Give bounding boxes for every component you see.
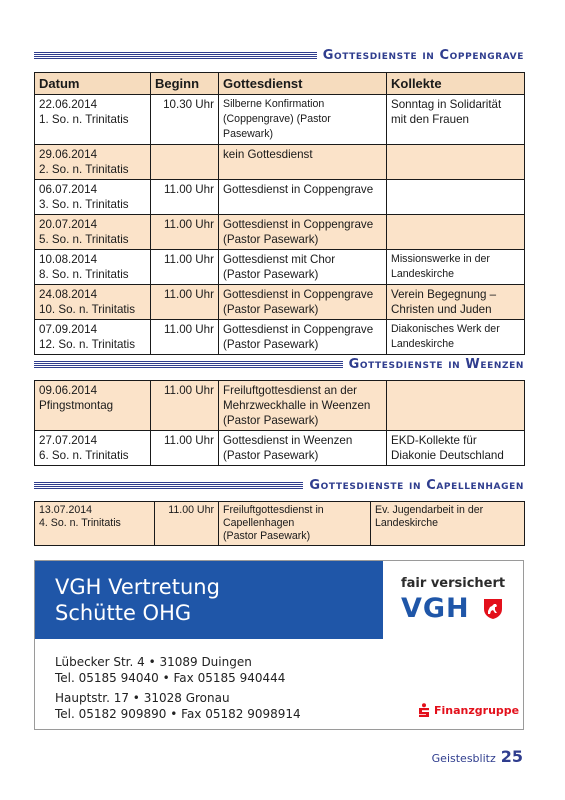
date-cell: 29.06.2014 2. So. n. Trinitatis: [35, 145, 151, 180]
horse-shield-icon: [483, 598, 503, 620]
table-row: [35, 502, 525, 546]
begin-cell: 11.00 Uhr: [151, 320, 219, 355]
begin-cell: 11.00 Uhr: [151, 431, 219, 466]
weenzen-table: [34, 380, 525, 466]
service-cell: Gottesdienst mit Chor (Pastor Pasewark): [219, 250, 387, 285]
ad-phone-duingen: Tel. 05185 94040 • Fax 05185 940444: [55, 671, 286, 685]
table-row: [35, 431, 525, 466]
collection-cell: [387, 180, 525, 215]
table-row: [35, 180, 525, 215]
date-cell: 24.08.2014 10. So. n. Trinitatis: [35, 285, 151, 320]
ad-company-name-line2: Schütte OHG: [55, 601, 192, 625]
section-title: Gottesdienste in Weenzen: [348, 356, 524, 372]
finanzgruppe-label: Finanzgruppe: [434, 703, 520, 717]
service-cell: Gottesdienst in Coppengrave (Pastor Pasewark): [219, 320, 387, 355]
begin-cell: 11.00 Uhr: [151, 180, 219, 215]
table-row: [35, 215, 525, 250]
coppengrave-table: [34, 72, 525, 355]
service-cell: Gottesdienst in Coppengrave (Pastor Pasewark): [219, 285, 387, 320]
service-cell: Freiluftgottesdienst an der Mehrzweckhalle in Weenzen (Pastor Pasewark): [219, 381, 387, 431]
ad-address-gronau: Hauptstr. 17 • 31028 Gronau: [55, 691, 230, 705]
capellenhagen-table: [34, 501, 525, 546]
table-row: [35, 381, 525, 431]
service-cell: Silberne Konfirmation (Coppengrave) (Pastor Pasewark): [219, 95, 387, 145]
collection-cell: [387, 381, 525, 431]
collection-cell: Sonntag in Solidarität mit den Frauen: [387, 95, 525, 145]
date-cell: 06.07.2014 3. So. n. Trinitatis: [35, 180, 151, 215]
header-kollekte: Kollekte: [387, 73, 525, 95]
page-footer: [432, 747, 523, 766]
date-cell: 13.07.2014 4. So. n. Trinitatis: [35, 502, 155, 546]
ad-phone-gronau: Tel. 05182 909890 • Fax 05182 9098914: [55, 707, 301, 721]
date-cell: 09.06.2014 Pfingstmontag: [35, 381, 151, 431]
collection-cell: [387, 145, 525, 180]
section-heading-coppengrave: [34, 44, 524, 66]
table-row: [35, 95, 525, 145]
sparkasse-icon: [418, 703, 430, 717]
table-row: [35, 145, 525, 180]
service-cell: Freiluftgottesdienst in Capellenhagen (Pastor Pasewark): [219, 502, 371, 546]
table-row: [35, 250, 525, 285]
service-cell: Gottesdienst in Coppengrave: [219, 180, 387, 215]
table-row: [35, 320, 525, 355]
vgh-logo-text: VGH: [401, 593, 470, 624]
collection-cell: Verein Begegnung – Christen und Juden: [387, 285, 525, 320]
collection-cell: EKD-Kollekte für Diakonie Deutschland: [387, 431, 525, 466]
service-cell: kein Gottesdienst: [219, 145, 387, 180]
section-title: Gottesdienste in Capellenhagen: [309, 477, 524, 493]
begin-cell: 11.00 Uhr: [151, 381, 219, 431]
begin-cell: 11.00 Uhr: [151, 250, 219, 285]
table-header-row: [35, 73, 525, 95]
ad-banner: [35, 561, 383, 639]
page-number: 25: [500, 747, 523, 766]
header-datum: Datum: [35, 73, 151, 95]
finanzgruppe-logo: [418, 703, 519, 717]
date-cell: 20.07.2014 5. So. n. Trinitatis: [35, 215, 151, 250]
begin-cell: 11.00 Uhr: [151, 285, 219, 320]
header-beginn: Beginn: [151, 73, 219, 95]
collection-cell: Ev. Jugendarbeit in der Landeskirche: [371, 502, 525, 546]
service-cell: Gottesdienst in Weenzen (Pastor Pasewark): [219, 431, 387, 466]
heading-rule: [34, 361, 343, 368]
date-cell: 27.07.2014 6. So. n. Trinitatis: [35, 431, 151, 466]
begin-cell: 11.00 Uhr: [155, 502, 219, 546]
begin-cell: 10.30 Uhr: [151, 95, 219, 145]
section-heading-capellenhagen: [34, 474, 524, 496]
date-cell: 10.08.2014 8. So. n. Trinitatis: [35, 250, 151, 285]
section-title: Gottesdienste in Coppengrave: [322, 47, 524, 63]
heading-rule: [34, 52, 317, 59]
heading-rule: [34, 482, 303, 489]
date-cell: 07.09.2014 12. So. n. Trinitatis: [35, 320, 151, 355]
ad-slogan: fair versichert: [401, 576, 506, 591]
section-heading-weenzen: [34, 353, 524, 375]
begin-cell: 11.00 Uhr: [151, 215, 219, 250]
vgh-advertisement: [34, 560, 524, 730]
date-cell: 22.06.2014 1. So. n. Trinitatis: [35, 95, 151, 145]
collection-cell: Missionswerke in der Landeskirche: [387, 250, 525, 285]
header-gottesdienst: Gottesdienst: [219, 73, 387, 95]
collection-cell: Diakonisches Werk der Landeskirche: [387, 320, 525, 355]
collection-cell: [387, 215, 525, 250]
begin-cell: [151, 145, 219, 180]
ad-company-name-line1: VGH Vertretung: [55, 575, 220, 599]
table-row: [35, 285, 525, 320]
magazine-name: Geistesblitz: [431, 752, 496, 765]
service-cell: Gottesdienst in Coppengrave (Pastor Pasewark): [219, 215, 387, 250]
ad-address-duingen: Lübecker Str. 4 • 31089 Duingen: [55, 655, 252, 669]
